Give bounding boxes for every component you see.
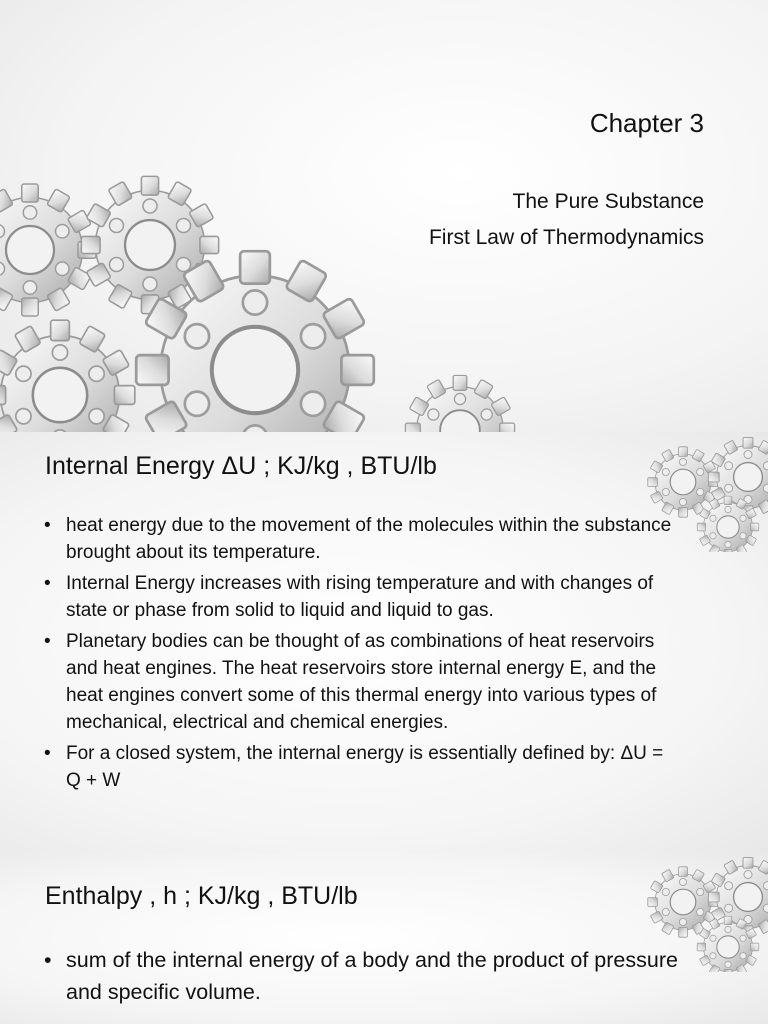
subtitle-line-2: First Law of Thermodynamics (428, 226, 704, 249)
bullet-text: Internal Energy increases with rising temperature and with changes of state or phase from solid to liquid and liquid to gas. (66, 573, 654, 621)
bullet-marker: • (44, 515, 51, 536)
list-item (0, 740, 680, 794)
bullet-text: Planetary bodies can be thought of as combinations of heat reservoirs and heat engines. The heat reservoirs store internal energy E, and the heat engines convert some of this thermal energy into various types of mechanical, electrical and chemical energies. (66, 631, 657, 733)
slide-heading: Enthalpy , h ; KJ/kg , BTU/lb (45, 882, 358, 910)
bullet-marker: • (44, 948, 52, 972)
subtitle-line-1: The Pure Substance (512, 190, 704, 213)
slide-heading: Internal Energy ΔU ; KJ/kg , BTU/lb (45, 452, 437, 480)
list-item (0, 628, 680, 736)
chapter-title: Chapter 3 (589, 108, 704, 138)
internal-energy-slide (0, 432, 768, 852)
bullet-marker: • (44, 573, 51, 594)
bullet-text: heat energy due to the movement of the molecules within the substance brought about its temperature. (66, 515, 672, 563)
list-item (0, 570, 680, 624)
bullet-text: sum of the internal energy of a body and the product of pressure and specific volume. (66, 948, 678, 1004)
bullet-list (0, 512, 680, 798)
bullet-text: For a closed system, the internal energy is essentially defined by: ΔU = Q + W (66, 743, 664, 791)
title-slide (0, 0, 768, 432)
list-item (0, 512, 680, 566)
enthalpy-slide (0, 852, 768, 1024)
bullet-marker: • (44, 631, 51, 652)
bullet-list (0, 944, 700, 1012)
list-item (0, 944, 700, 1008)
gear-cluster-icon (0, 0, 530, 432)
bullet-marker: • (44, 743, 51, 764)
